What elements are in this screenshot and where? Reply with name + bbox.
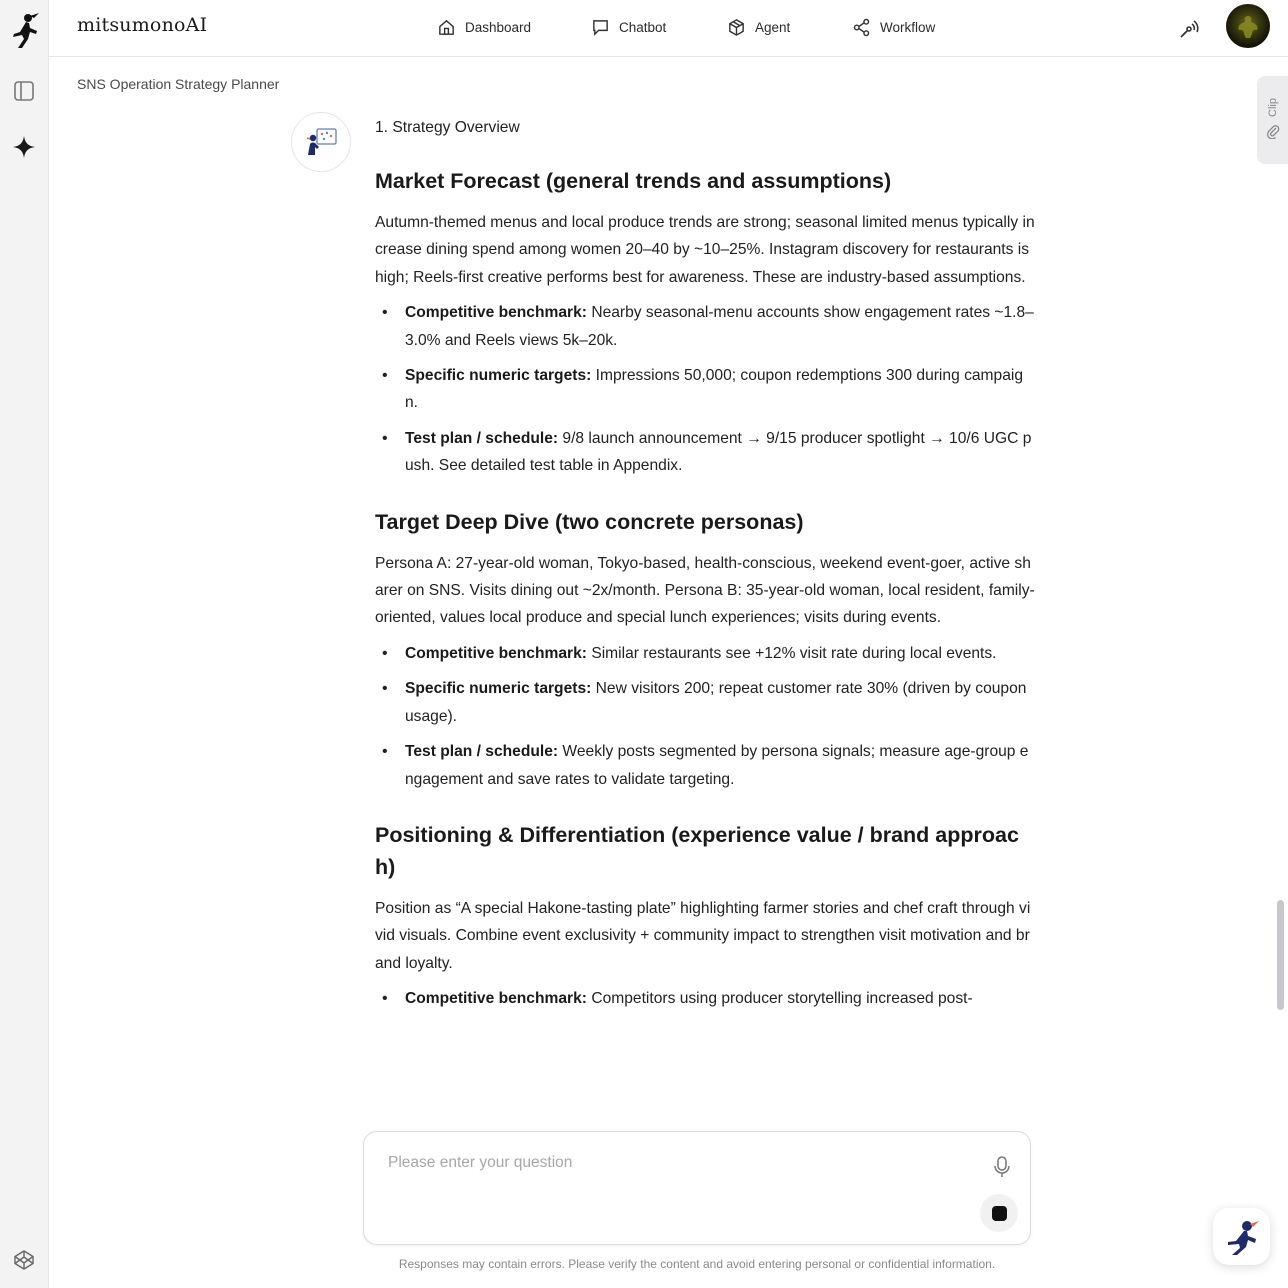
- sidebar-toggle-icon[interactable]: [12, 79, 36, 103]
- paperclip-icon: [1266, 123, 1280, 139]
- nav-chatbot[interactable]: [591, 15, 666, 39]
- bot-avatar: [291, 112, 351, 172]
- section-heading: Target Deep Dive (two concrete personas): [375, 509, 804, 534]
- nav-agent-label: Agent: [755, 19, 791, 35]
- bullet-list: [375, 985, 1035, 1012]
- top-bar: [49, 0, 1288, 57]
- ninja-logo-icon[interactable]: [8, 12, 40, 50]
- bullet-list: [375, 299, 1035, 479]
- disclaimer-text: Responses may contain errors. Please verify the content and avoid entering personal or confidential information.: [398, 1257, 996, 1271]
- microphone-icon[interactable]: [991, 1155, 1013, 1179]
- left-rail: [0, 0, 49, 1288]
- user-avatar[interactable]: [1226, 4, 1270, 48]
- stop-button[interactable]: [980, 1194, 1018, 1232]
- package-icon: [727, 18, 746, 37]
- codepen-cube-icon[interactable]: [12, 1248, 36, 1272]
- brand-title[interactable]: mitsumonoAI: [77, 14, 208, 36]
- section-market-forecast: [375, 165, 1035, 480]
- list-item: • Test plan / schedule: Weekly posts segmented by persona signals; measure age-group engagement and save rates to validate targeting.: [375, 738, 1035, 793]
- clip-tab[interactable]: [1257, 76, 1288, 164]
- list-item: • Specific numeric targets: New visitors 200; repeat customer rate 30% (driven by coupon usage).: [375, 675, 1035, 730]
- question-input[interactable]: [388, 1154, 948, 1172]
- broadcast-icon[interactable]: [1177, 15, 1203, 41]
- section-heading: Positioning & Differentiation (experience value / brand approach): [375, 822, 1019, 879]
- message-intro: 1. Strategy Overview: [375, 119, 520, 136]
- section-body: Position as “A special Hakone-tasting plate” highlighting farmer stories and chef craft through vivid visuals. Combine event exclusivity + community impact to strengthen visit motivation and brand loyalty.: [375, 899, 1031, 972]
- nav-workflow[interactable]: [852, 15, 935, 39]
- section-target-deep-dive: [375, 506, 1035, 793]
- assistant-launcher-button[interactable]: [1213, 1208, 1270, 1265]
- nav-workflow-label: Workflow: [880, 19, 936, 35]
- chat-bubble-icon: [591, 18, 610, 37]
- clip-label: Clip: [1266, 98, 1279, 117]
- nav-dashboard-label: Dashboard: [465, 19, 532, 35]
- section-heading: Market Forecast (general trends and assumptions): [375, 169, 892, 193]
- scrollbar-thumb[interactable]: [1277, 900, 1284, 1010]
- sparkle-icon[interactable]: [12, 135, 36, 159]
- list-item: • Competitive benchmark: Competitors using producer storytelling increased post-: [375, 985, 1035, 1012]
- section-body: Persona A: 27-year-old woman, Tokyo-based, health-conscious, weekend event-goer, active sharer on SNS. Visits dining out ~2x/month. Persona B: 35-year-old woman, local resident, family-oriented, values local produce and special lunch experiences; visits during events.: [375, 554, 1035, 627]
- nav-dashboard[interactable]: [437, 15, 531, 39]
- home-icon: [437, 18, 456, 37]
- chat-input-box: [363, 1131, 1031, 1245]
- list-item: • Competitive benchmark: Similar restaurants see +12% visit rate during local events.: [375, 640, 1035, 667]
- stop-icon: [992, 1206, 1007, 1221]
- bullet-list: [375, 640, 1035, 793]
- page-title: SNS Operation Strategy Planner: [77, 76, 280, 92]
- section-positioning: [375, 819, 1035, 1013]
- ninja-assistant-icon: [1222, 1217, 1262, 1257]
- share-nodes-icon: [852, 18, 871, 37]
- list-item: • Test plan / schedule: 9/8 launch announcement → 9/15 producer spotlight → 10/6 UGC push. See detailed test table in Appendix.: [375, 425, 1035, 480]
- list-item: • Competitive benchmark: Nearby seasonal-menu accounts show engagement rates ~1.8–3.0% and Reels views 5k–20k.: [375, 299, 1035, 354]
- nav-chatbot-label: Chatbot: [619, 19, 667, 35]
- assistant-message: [375, 114, 1035, 1124]
- list-item: • Specific numeric targets: Impressions 50,000; coupon redemptions 300 during campaign.: [375, 362, 1035, 417]
- nav-agent[interactable]: [727, 15, 790, 39]
- section-body: Autumn-themed menus and local produce trends are strong; seasonal limited menus typically increase dining spend among women 20–40 by ~10–25%. Instagram discovery for restaurants is high; Reels-first creative performs best for awareness. These are industry-based assumptions.: [375, 214, 1035, 286]
